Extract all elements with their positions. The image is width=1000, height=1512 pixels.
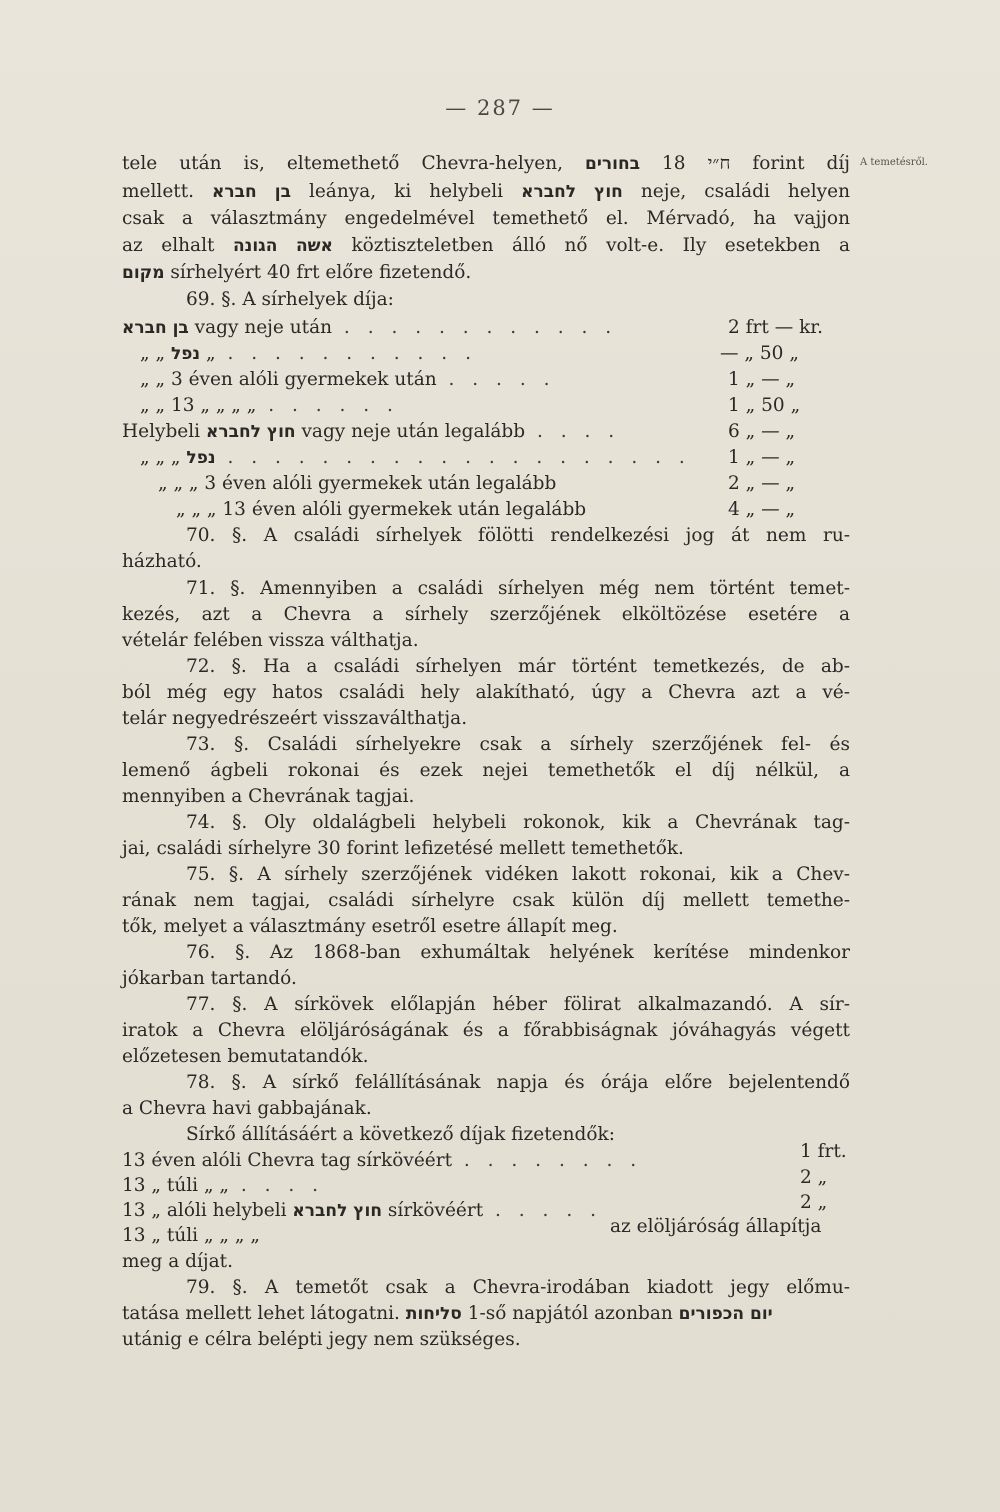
text-line: az elhalt אשה הגונה köztiszteletben álló nő volt-e. Ily esetekben a: [122, 235, 850, 256]
text-line: telár negyedrészeért visszaválthatja.: [122, 708, 468, 729]
text-line: lemenő ágbeli rokonai és ezek nejei temethetők el díj nélkül, a: [122, 760, 850, 781]
text-line: 78. §. A sírkő felállításának napja és órája előre bejelentendő: [186, 1072, 850, 1093]
text-line: a Chevra havi gabbajának.: [122, 1098, 372, 1119]
text-line: ból még egy hatos családi hely alakítható, úgy a Chevra azt a vé-: [122, 682, 850, 703]
stone-fee-row: 13 éven alóli Chevra tag sírkövéért . . . . . . . .: [122, 1150, 643, 1171]
fee-value: 6 „ — „: [728, 421, 796, 442]
fee-value: 2 „ — „: [728, 473, 796, 494]
text-line: iratok a Chevra elöljáróságának és a főrabbiságnak jóváhagyás végett: [122, 1020, 850, 1041]
text-line: tatása mellett lehet látogatni. סליחות 1-ső napjától azonban יום הכפורים: [122, 1303, 773, 1324]
text-line: vételár felében vissza válthatja.: [122, 630, 419, 651]
fee-value: 4 „ — „: [728, 499, 796, 520]
text-line: mellett. בן חברא leánya, ki helybeli חוץ לחברא neje, családi helyen: [122, 181, 850, 202]
text-line: 79. §. A temetőt csak a Chevra-irodában kiadott jegy előmu-: [186, 1277, 850, 1298]
text-line: jai, családi sírhelyre 30 forint lefizetésé mellett temethetők.: [122, 838, 684, 859]
text-line: előzetesen bemutatandók.: [122, 1046, 369, 1067]
text-line: 73. §. Családi sírhelyekre csak a sírhely szerzőjének fel- és: [186, 734, 850, 755]
text-line: jókarban tartandó.: [122, 968, 297, 989]
hebrew-word: סליחות: [405, 1304, 462, 1324]
stone-fee-value: 1 frt.: [800, 1141, 847, 1162]
text-line: rának nem tagjai, családi sírhelyre csak külön díj mellett temethe-: [122, 890, 850, 911]
fee-row: „ „ נפל „ . . . . . . . . . . .: [140, 343, 477, 364]
fee-row: „ „ „ נפל . . . . . . . . . . . . . . . . . . . .: [140, 447, 691, 468]
fee-row: „ „ „ 13 éven alóli gyermekek után legalább: [176, 499, 587, 520]
stone-fee-value: 2 „: [800, 1192, 828, 1213]
stone-fee-row: 13 „ túli „ „ „ „: [122, 1225, 260, 1246]
fee-value: 1 „ — „: [728, 447, 796, 468]
text-line: csak a választmány engedelmével temethető el. Mérvadó, ha vajjon: [122, 208, 850, 229]
text-line: 76. §. Az 1868-ban exhumáltak helyének kerítése mindenkor: [186, 942, 850, 963]
hebrew-word: יום הכפורים: [678, 1304, 773, 1324]
text-line: kezés, azt a Chevra a sírhely szerzőjének elköltözése esetére a: [122, 604, 850, 625]
text-line: meg a díjat.: [122, 1251, 233, 1272]
fee-row: „ „ 13 „ „ „ „ . . . . . .: [140, 395, 399, 416]
hebrew-word: בחורים: [585, 154, 640, 174]
section-69-title: 69. §. A sírhelyek díja:: [186, 289, 394, 310]
text-line: 74. §. Oly oldalágbeli helybeli rokonok, kik a Chevrának tag-: [186, 812, 850, 833]
text-line: 70. §. A családi sírhelyek fölötti rendelkezési jog át nem ru-: [186, 525, 850, 546]
fee-value: — „ 50 „: [720, 343, 799, 364]
text-line: tele után is, eltemethető Chevra-helyen, בחורים ח״י 18 forint díj: [122, 153, 851, 174]
text-line: מקום sírhelyért 40 frt előre fizetendő.: [122, 262, 472, 283]
fee-row: Helybeli חוץ לחברא vagy neje után legalább . . . .: [122, 421, 621, 442]
fee-value: 1 „ 50 „: [728, 395, 801, 416]
margin-note: A temetésről.: [860, 157, 928, 168]
page-number: — 287 —: [445, 96, 555, 120]
fee-value: 1 „ — „: [728, 369, 796, 390]
hebrew-word: בן חברא: [212, 182, 291, 202]
stone-fee-row: 13 „ túli „ „ . . . .: [122, 1175, 325, 1196]
text-line: házható.: [122, 551, 202, 572]
hebrew-word: חוץ לחברא: [521, 182, 623, 202]
text-line: 75. §. A sírhely szerzőjének vidéken lakott rokonai, kik a Chev-: [186, 864, 850, 885]
text-line: mennyiben a Chevrának tagjai.: [122, 786, 415, 807]
text-line: tők, melyet a választmány esetről esetre állapít meg.: [122, 916, 618, 937]
text-line: utánig e célra belépti jegy nem szükséges.: [122, 1329, 521, 1350]
stone-fee-value: 2 „: [800, 1167, 828, 1188]
text-line: 72. §. Ha a családi sírhelyen már történt temetkezés, de ab-: [186, 656, 850, 677]
fee-row: בן חברא vagy neje után . . . . . . . . . . . .: [122, 317, 618, 338]
text-line: 77. §. A sírkövek előlapján héber fölirat alkalmazandó. A sír-: [186, 994, 850, 1015]
hebrew-word: מקום: [122, 263, 165, 283]
stone-fee-row: 13 „ alóli helybeli חוץ לחברא sírkövéért . . . . .: [122, 1200, 602, 1221]
fee-row: „ „ 3 éven alóli gyermekek után . . . . .: [140, 369, 556, 390]
text-line: 71. §. Amennyiben a családi sírhelyen még nem történt temet-: [186, 578, 850, 599]
fee-row: „ „ „ 3 éven alóli gyermekek után legalább: [158, 473, 557, 494]
hebrew-word: אשה הגונה: [232, 236, 333, 256]
stone-fee-value: az elöljáróság állapítja: [610, 1216, 822, 1237]
fee-value: 2 frt — kr.: [728, 317, 823, 338]
text-line: Sírkő állításáért a következő díjak fizetendők:: [186, 1124, 615, 1145]
